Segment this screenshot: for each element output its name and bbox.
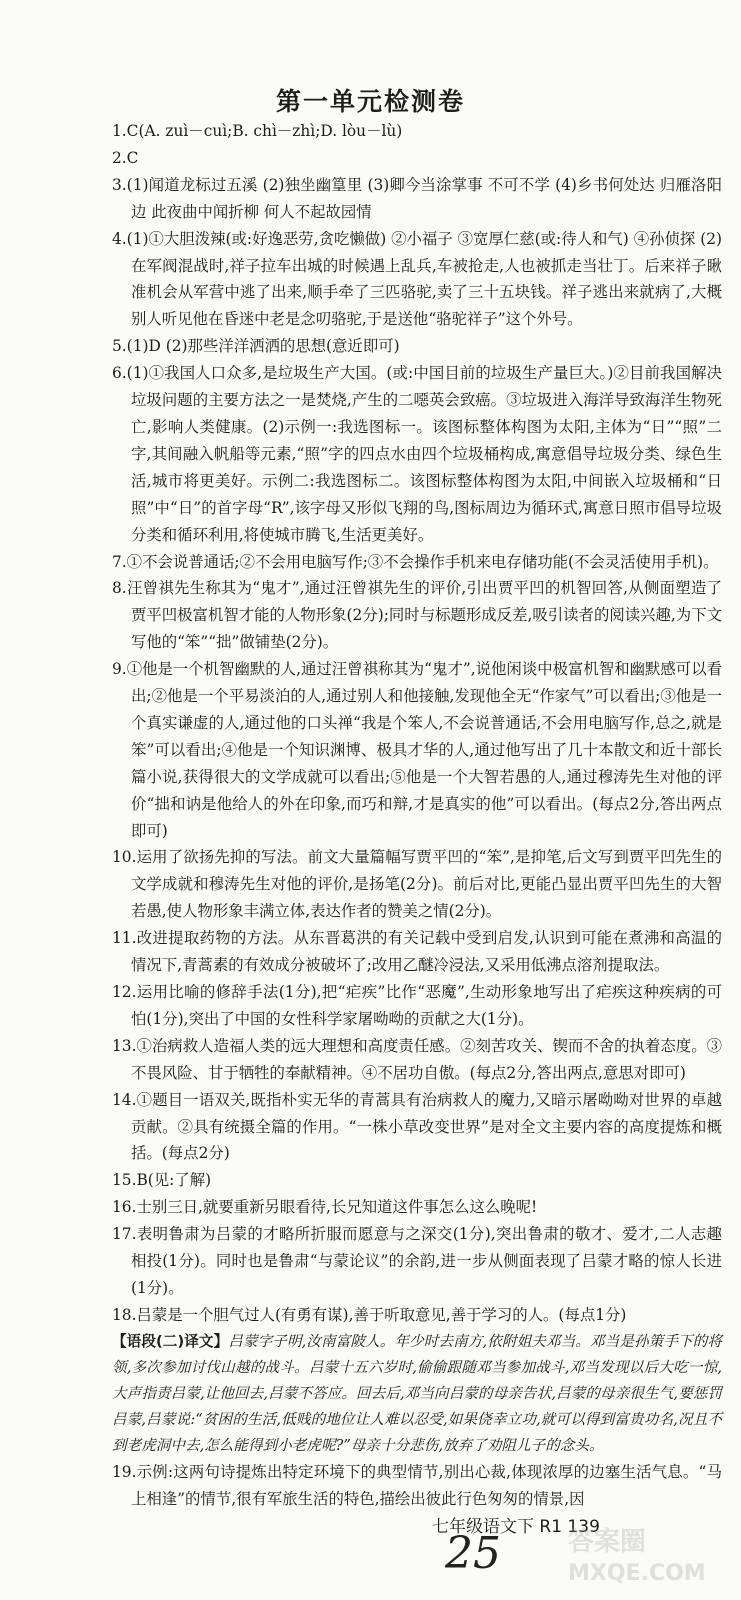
translation-label: 【语段(二)译文】 <box>112 1332 229 1350</box>
answer-item-8: 8.汪曾祺先生称其为“鬼才”,通过汪曾祺先生的评价,引出贾平凹的机智回答,从侧面塑造了贾平凹极富机智才能的人物形象(2分);同时与标题形成反差,吸引读者的阅读兴趣,为下文写他的“笨”“拙”做铺垫(2分)。 <box>112 579 722 652</box>
page-footer: 七年级语文下 R1 139 <box>432 1517 600 1537</box>
answer-item-13: 13.①治病救人造福人类的远大理想和高度责任感。②刻苦攻关、锲而不舍的执着态度。③不畏风险、甘于牺牲的奉献精神。④不居功自傲。(每点2分,答出两点,意思对即可) <box>112 1036 722 1082</box>
watermark-line1: 答案圈 <box>568 1527 647 1557</box>
watermark-line2: MXQE.COM <box>568 1561 706 1586</box>
answer-item-19: 19.示例:这两句诗提炼出特定环境下的典型情节,别出心裁,体现浓厚的边塞生活气息。“马上相逢”的情节,很有军旅生活的特色,描绘出彼此行色匆匆的情景,因 <box>112 1462 722 1508</box>
answer-item-16: 16.士别三日,就要重新另眼看待,长兄知道这件事怎么这么晚呢! <box>112 1198 538 1217</box>
answer-item-4: 4.(1)①大胆泼辣(或:好逸恶劳,贪吃懒做) ②小福子 ③宽厚仁慈(或:待人和气) ④孙侦探 (2)在军阀混战时,祥子拉车出城的时候遇上乱兵,车被抢走,人也被抓走当壮丁。后来祥子瞅准机会从军营中逃了出来,顺手牵了三匹骆驼,卖了三十五块钱。祥子逃出来就病了,大概别人听见他在昏迷中老是念叨骆驼,于是送他“骆驼祥子”这个外号。 <box>112 229 722 329</box>
answer-item-9: 9.①他是一个机智幽默的人,通过汪曾祺称其为“鬼才”,说他闲谈中极富机智和幽默感可以看出;②他是一个平易淡泊的人,通过别人和他接触,发现他全无“作家气”可以看出;③他是一个真实谦虚的人,通过他的口头禅“我是个笨人,不会说普通话,不会用电脑写作,总之,就是笨”可以看出;④他是一个知识渊博、极具才华的人,通过他写出了几十本散文和近十部长篇小说,获得很大的文学成就可以看出;⑤他是一个大智若愚的人,通过穆涛先生对他的评价“拙和讷是他给人的外在印象,而巧和辩,才是真实的他”可以看出。(每点2分,答出两点即可) <box>112 660 722 840</box>
translation-paragraph <box>112 1329 722 1459</box>
answer-item-2: 2.C <box>112 148 139 167</box>
watermark-logo <box>560 1520 730 1590</box>
answer-item-18: 18.吕蒙是一个胆气过人(有勇有谋),善于听取意见,善于学习的人。(每点1分) <box>112 1305 627 1324</box>
handwritten-page-number: 25 <box>445 1528 501 1579</box>
page-title: 第一单元检测卷 <box>275 87 465 116</box>
answer-item-15: 15.B(见:了解) <box>112 1171 212 1190</box>
answer-item-1: 1.C(A. zuì－cuì;B. chì－zhì;D. lòu－lù) <box>112 122 403 140</box>
answer-item-7: 7.①不会说普通话;②不会用电脑写作;③不会操作手机来电存储功能(不会灵活使用手机)。 <box>112 552 719 571</box>
answer-item-6: 6.(1)①我国人口众多,是垃圾生产大国。(或:中国目前的垃圾生产量巨大。)②目前我国解决垃圾问题的主要方法之一是焚烧,产生的二噁英会致癌。③垃圾进入海洋导致海洋生物死亡,影响人类健康。(2)示例一:我选图标一。该图标整体构图为太阳,主体为“日”“照”二字,其间融入帆船等元素,“照”字的四点水由四个垃圾桶构成,寓意倡导垃圾分类、绿色生活,城市将更美好。示例二:我选图标二。该图标整体构图为太阳,中间嵌入垃圾桶和“日照”中“日”的首字母“R”,该字母又形似飞翔的鸟,图标周边为循环式,寓意日照市倡导垃圾分类和循环利用,将使城市腾飞,生活更美好。 <box>112 364 722 544</box>
answer-item-12: 12.运用比喻的修辞手法(1分),把“疟疾”比作“恶魔”,生动形象地写出了疟疾这种疾病的可怕(1分),突出了中国的女性科学家屠呦呦的贡献之大(1分)。 <box>112 983 722 1028</box>
answer-list <box>112 118 722 1513</box>
answer-item-3: 3.(1)闻道龙标过五溪 (2)独坐幽篁里 (3)卿今当涂掌事 不可不学 (4)乡书何处达 归雁洛阳边 此夜曲中闻折柳 何人不起故园情 <box>112 175 722 221</box>
answer-item-17: 17.表明鲁肃为吕蒙的才略所折服而愿意与之深交(1分),突出鲁肃的敬才、爱才,二人志趣相投(1分)。同时也是鲁肃“与蒙论议”的余韵,进一步从侧面表现了吕蒙才略的惊人长进(1分)。 <box>112 1225 722 1297</box>
answer-item-10: 10.运用了欲扬先抑的写法。前文大量篇幅写贾平凹的“笨”,是抑笔,后文写到贾平凹先生的文学成就和穆涛先生对他的评价,是扬笔(2分)。前后对比,更能凸显出贾平凹先生的大智若愚,使人物形象丰满立体,表达作者的赞美之情(2分)。 <box>112 848 722 921</box>
answer-item-11: 11.改进提取药物的方法。从东晋葛洪的有关记载中受到启发,认识到可能在煮沸和高温的情况下,青蒿素的有效成分被破坏了;改用乙醚冷浸法,又采用低沸点溶剂提取法。 <box>112 929 722 975</box>
translation-text: 吕蒙字子明,汝南富陂人。年少时去南方,依附姐夫邓当。邓当是孙策手下的将领,多次参加讨伐山越的战斗。吕蒙十五六岁时,偷偷跟随邓当参加战斗,邓当发现以后大吃一惊,大声指责吕蒙,让他回去,吕蒙不答应。回去后,邓当向吕蒙的母亲告状,吕蒙的母亲很生气,要惩罚吕蒙,吕蒙说:“贫困的生活,低贱的地位让人难以忍受,如果侥幸立功,就可以得到富贵功名,况且不到老虎洞中去,怎么能得到小老虎呢?”母亲十分悲伤,放弃了劝阻儿子的念头。 <box>112 1332 723 1454</box>
answer-item-14: 14.①题目一语双关,既指朴实无华的青蒿具有治病救人的魔力,又暗示屠呦呦对世界的卓越贡献。②具有统摄全篇的作用。“一株小草改变世界”是对全文主要内容的高度提炼和概括。(每点2分) <box>112 1090 722 1163</box>
answer-item-5: 5.(1)D (2)那些洋洋洒洒的思想(意近即可) <box>112 337 400 356</box>
